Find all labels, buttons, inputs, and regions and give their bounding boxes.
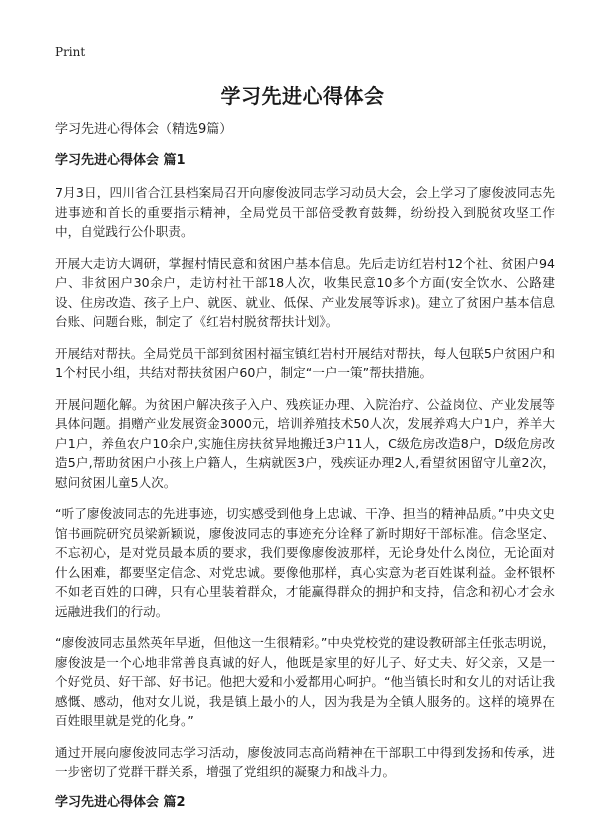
paragraph: 开展大走访大调研，掌握村情民意和贫困户基本信息。先后走访红岩村12个社、贫困户94户、非贫困户30余户，走访村社干部18人次，收集民意10多个方面(安全饮水、公路建设、住房改造、孩子上户、就医、就业、低保、产业发展等诉求)。建立了贫困户基本信息台账、问题台账，制定了《红岩村脱贫帮扶计划》。 <box>55 255 555 329</box>
section-2 <box>55 794 555 812</box>
paragraph: 开展问题化解。为贫困户解决孩子入户、残疾证办理、入院治疗、公益岗位、产业发展等具体问题。捐赠产业发展资金3000元，培训养殖技术50人次，发展养鸡大户1户，养羊大户1户，养鱼农户10余户,实施住房扶贫异地搬迁3户11人，C级危房改造8户，D级危房改造5户,帮助贫困户小孩上户籍人，生病就医3户，残疾证办理2人,看望贫困留守儿童2次，慰问贫困儿童5人次。 <box>55 396 555 490</box>
section-heading: 学习先进心得体会 篇1 <box>55 153 186 168</box>
paragraph: 开展结对帮扶。全局党员干部到贫困村福宝镇红岩村开展结对帮扶，每人包联5户贫困户和1个村民小组，共结对帮扶贫困户60户，制定“一户一策”帮扶措施。 <box>55 345 555 380</box>
paragraph: 通过开展向廖俊波同志学习活动，廖俊波同志高尚精神在干部职工中得到发扬和传承，进一步密切了党群干群关系，增强了党组织的凝聚力和战斗力。 <box>55 744 555 779</box>
document-subtitle: 学习先进心得体会（精选9篇） <box>55 122 233 137</box>
document-body <box>55 121 555 825</box>
section-heading: 学习先进心得体会 篇2 <box>55 794 186 810</box>
print-link[interactable]: Print <box>55 45 86 59</box>
section-1 <box>55 152 555 782</box>
document-title: 学习先进心得体会 <box>220 84 385 108</box>
paragraph: “廖俊波同志虽然英年早逝，但他这一生很精彩。”中央党校党的建设教研部主任张志明说，廖俊波是一个心地非常善良真诚的好人，他既是家里的好儿子、好丈夫、好父亲，又是一个好党员、好干部、好书记。他把大爱和小爱都用心呵护。“他当镇长时和女儿的对话让我感慨、感动，他对女儿说，我是镇上最小的人，因为我是为全镇人服务的。这样的境界在百姓眼里就是党的化身。” <box>55 635 555 728</box>
paragraph: “听了廖俊波同志的先进事迹，切实感受到他身上忠诚、干净、担当的精神品质。”中央文史馆书画院研究员梁新颖说，廖俊波同志的事迹充分诠释了新时期好干部标准。信念坚定、不忘初心，是对党员最本质的要求，我们要像廖俊波那样，无论身处什么岗位，无论面对什么困难，都要坚定信念、对党忠诚。要像他那样，真心实意为老百姓谋利益。金杯银杯不如老百姓的口碑，只有心里装着群众，才能赢得群众的拥护和支持，信念和初心才会永远融进我们的行动。 <box>55 506 555 619</box>
paragraph: 7月3日，四川省合江县档案局召开向廖俊波同志学习动员大会，会上学习了廖俊波同志先进事迹和首长的重要指示精神，全局党员干部倍受教育鼓舞，纷纷投入到脱贫攻坚工作中，自觉践行公仆职责。 <box>55 185 555 239</box>
